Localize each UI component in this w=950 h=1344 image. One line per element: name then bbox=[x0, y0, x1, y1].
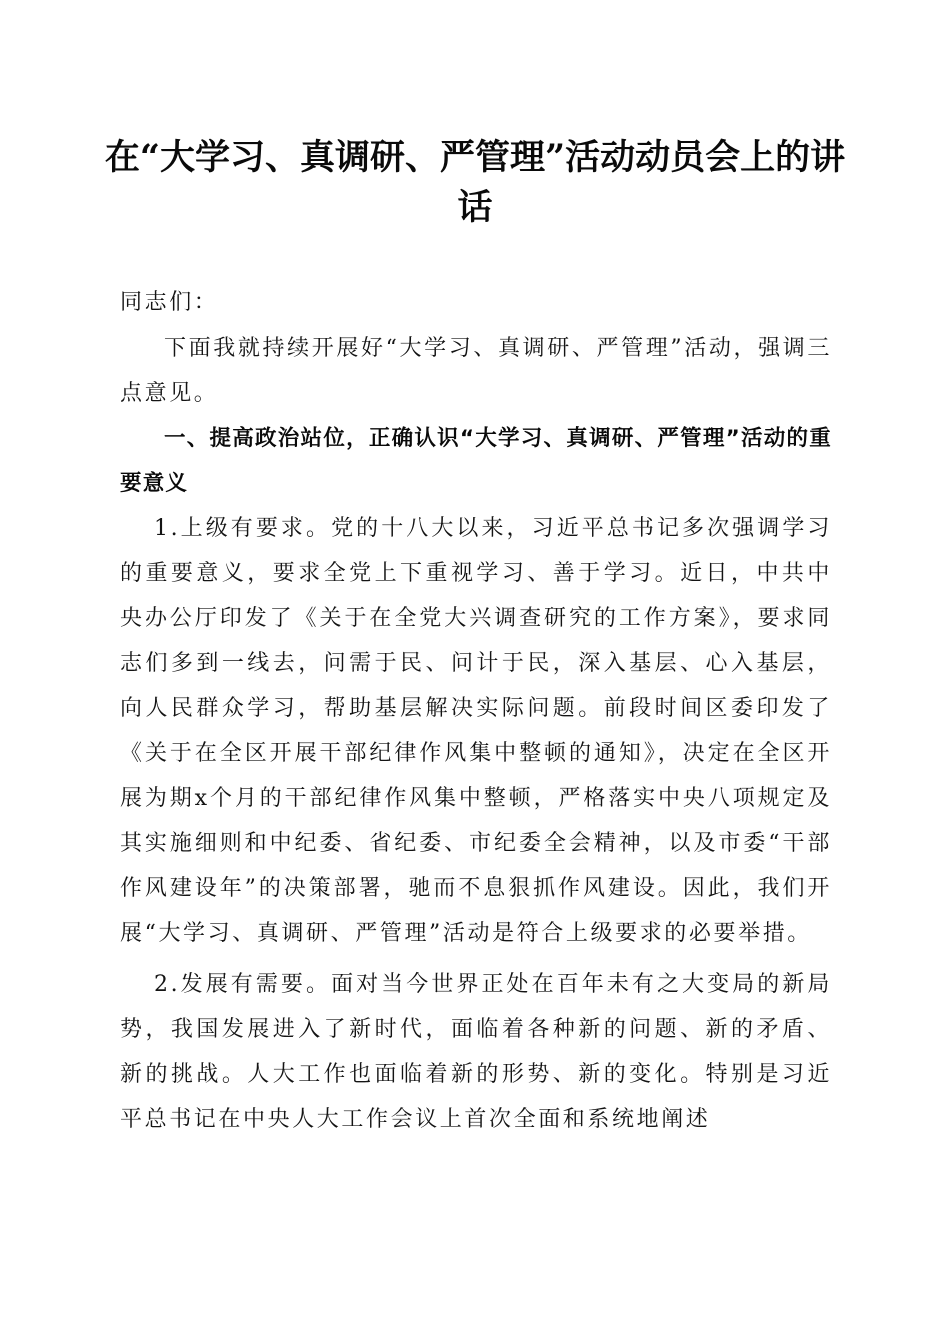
section-heading-1: 一、提高政治站位，正确认识“大学习、真调研、严管理”活动的重要意义 bbox=[120, 426, 832, 496]
paragraph-point-2: 2.发展有需要。面对当今世界正处在百年未有之大变局的新局势，我国发展进入了新时代，面临着各种新的问题、新的矛盾、新的挑战。人大工作也面临着新的形势、新的变化。特别是习近平总书记在中央人大工作会议上首次全面和系统地阐述 bbox=[120, 972, 832, 1132]
document-title: 在“大学习、真调研、严管理”活动动员会上的讲话 bbox=[104, 137, 846, 228]
intro-paragraph: 下面我就持续开展好“大学习、真调研、严管理”活动，强调三点意见。 bbox=[120, 336, 832, 406]
salutation: 同志们： bbox=[120, 290, 219, 315]
document-body bbox=[120, 280, 832, 1142]
paragraph-point-1: 1.上级有要求。党的十八大以来，习近平总书记多次强调学习的重要意义，要求全党上下重视学习、善于学习。近日，中共中央办公厅印发了《关于在全党大兴调查研究的工作方案》，要求同志们多到一线去，问需于民、问计于民，深入基层、心入基层，向人民群众学习，帮助基层解决实际问题。前段时间区委印发了《关于在全区开展干部纪律作风集中整顿的通知》，决定在全区开展为期x个月的干部纪律作风集中整顿，严格落实中央八项规定及其实施细则和中纪委、省纪委、市纪委全会精神，以及市委“干部作风建设年”的决策部署，驰而不息狠抓作风建设。因此，我们开展“大学习、真调研、严管理”活动是符合上级要求的必要举措。 bbox=[120, 516, 832, 946]
